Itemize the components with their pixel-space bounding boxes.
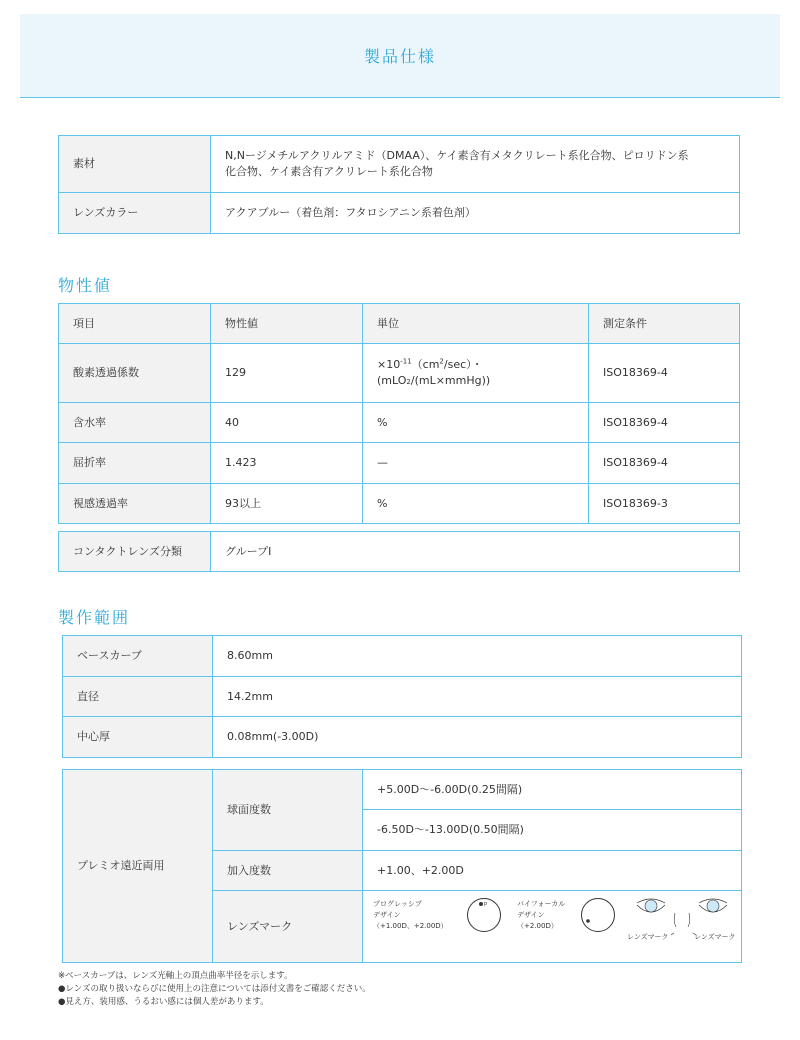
- water-content-condition: ISO18369-4: [589, 403, 740, 443]
- bifocal-lens-icon: [580, 897, 616, 933]
- table-row: [59, 484, 740, 524]
- table-row: [63, 770, 742, 810]
- material-value-line: N,Nージメチルアクリルアミド（DMAA）、ケイ素含有メタクリレート系化合物、ピロリドン系: [225, 149, 689, 162]
- premio-label: プレミオ遠近両用: [63, 770, 213, 963]
- oxygen-label: 酸素透過係数: [59, 344, 211, 403]
- water-content-unit: %: [363, 403, 589, 443]
- transmittance-label: 視感透過率: [59, 484, 211, 524]
- properties-heading: 物性値: [58, 276, 113, 295]
- lens-mark-diagram: [363, 891, 742, 963]
- table-row: [59, 344, 740, 403]
- refractive-index-label: 屈折率: [59, 443, 211, 484]
- progressive-lens-icon: [466, 897, 502, 933]
- table-row: [63, 677, 742, 717]
- bifocal-caption: バイフォーカル デザイン （+2.00D）: [517, 900, 566, 930]
- footnote: ●レンズの取り扱いならびに使用上の注意については添付文書をご確認ください。: [58, 984, 371, 994]
- footnote: ※ベースカーブは、レンズ光軸上の頂点曲率半径を示します。: [58, 971, 293, 981]
- table-row: [63, 717, 742, 758]
- center-thickness-label: 中心厚: [63, 717, 213, 758]
- transmittance-unit: %: [363, 484, 589, 524]
- table-row: [59, 304, 740, 344]
- transmittance-value: 93以上: [211, 484, 363, 524]
- material-value: [211, 136, 740, 193]
- table-row: [59, 193, 740, 234]
- lens-mark-label: レンズマーク: [213, 891, 363, 963]
- footnotes: [58, 970, 371, 1009]
- sphere-label: 球面度数: [213, 770, 363, 851]
- eye-caption-left: レンズマーク: [627, 933, 669, 941]
- page-header: [20, 14, 780, 98]
- premio-table: [62, 769, 742, 963]
- table-row: [63, 636, 742, 677]
- classification-value: グループI: [211, 532, 740, 572]
- column-header: 項目: [59, 304, 211, 344]
- add-power-label: 加入度数: [213, 851, 363, 891]
- eye-caption-right: レンズマーク: [694, 933, 736, 941]
- page-title: 製品仕様: [363, 47, 436, 66]
- oxygen-value: 129: [211, 344, 363, 403]
- base-curve-value: 8.60mm: [213, 636, 742, 677]
- diameter-value: 14.2mm: [213, 677, 742, 717]
- lens-color-label: レンズカラー: [59, 193, 211, 234]
- refractive-index-condition: ISO18369-4: [589, 443, 740, 484]
- refractive-index-value: 1.423: [211, 443, 363, 484]
- table-row: [59, 532, 740, 572]
- svg-text:P: P: [484, 902, 488, 908]
- oxygen-unit: $\times 10^{-11}(cm^2/\sec)$・ (mLO2/(mL×mmHg)): [363, 344, 589, 403]
- progressive-caption: プログレッシブ デザイン （+1.00D、+2.00D）: [373, 900, 448, 930]
- table-row: [59, 403, 740, 443]
- properties-table: [58, 303, 740, 524]
- add-power-value: +1.00、+2.00D: [363, 851, 742, 891]
- sphere-value: -6.50D～-13.00D(0.50間隔): [363, 810, 742, 851]
- sphere-value: +5.00D～-6.00D(0.25間隔): [363, 770, 742, 810]
- table-row: [59, 136, 740, 193]
- transmittance-condition: ISO18369-3: [589, 484, 740, 524]
- classification-table: [58, 531, 740, 572]
- refractive-index-unit: —: [363, 443, 589, 484]
- material-table: [58, 135, 740, 234]
- water-content-value: 40: [211, 403, 363, 443]
- water-content-label: 含水率: [59, 403, 211, 443]
- column-header: 単位: [363, 304, 589, 344]
- footnote: ●見え方、装用感、うるおい感には個人差があります。: [58, 997, 269, 1007]
- column-header: 物性値: [211, 304, 363, 344]
- center-thickness-value: 0.08mm(-3.00D): [213, 717, 742, 758]
- diameter-label: 直径: [63, 677, 213, 717]
- lens-color-value: アクアブルー（着色剤：フタロシアニン系着色剤）: [211, 193, 740, 234]
- oxygen-condition: ISO18369-4: [589, 344, 740, 403]
- manufacturing-table: [62, 635, 742, 758]
- base-curve-label: ベースカーブ: [63, 636, 213, 677]
- column-header: 測定条件: [589, 304, 740, 344]
- classification-label: コンタクトレンズ分類: [59, 532, 211, 572]
- material-value-line: 化合物、ケイ素含有アクリレート系化合物: [225, 165, 433, 178]
- material-label: 素材: [59, 136, 211, 193]
- manufacturing-heading: 製作範囲: [58, 608, 131, 627]
- table-row: [59, 443, 740, 484]
